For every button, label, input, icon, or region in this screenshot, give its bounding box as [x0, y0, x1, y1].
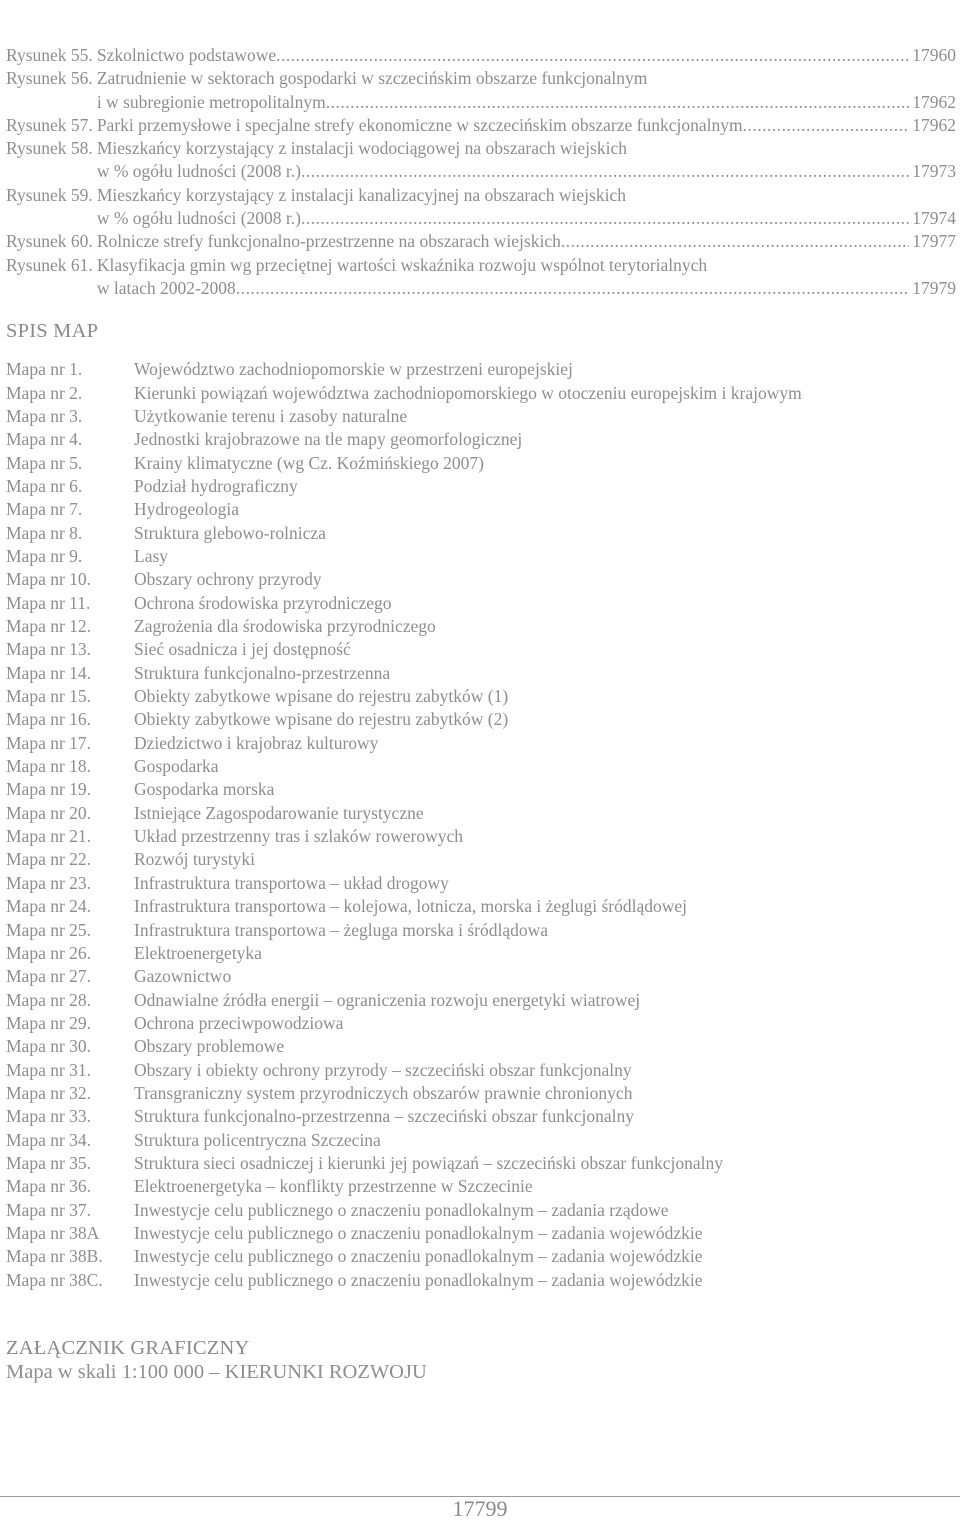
map-title: Województwo zachodniopomorskie w przestrzeni europejskiej: [134, 359, 573, 380]
map-title: Infrastruktura transportowa – żegluga morska i śródlądowa: [134, 919, 549, 940]
figure-body: [97, 44, 956, 67]
figure-line: [97, 91, 956, 114]
figure-entry-58: [6, 137, 956, 184]
map-title: Inwestycje celu publicznego o znaczeniu ponadlokalnym – zadania wojewódzkie: [134, 1246, 703, 1267]
map-label: Mapa nr 18.: [6, 756, 92, 777]
figure-label: Rysunek 59.: [6, 184, 93, 205]
map-label: Mapa nr 7.: [6, 499, 83, 520]
map-row: [6, 1082, 956, 1105]
figure-title: Klasyfikacja gmin wg przeciętnej wartości wskaźnika rozwoju wspólnot terytorialnych: [96, 254, 708, 275]
map-label: Mapa nr 24.: [6, 896, 92, 917]
map-row: [6, 989, 956, 1012]
figure-title: Zatrudnienie w sektorach gospodarki w szczecińskim obszarze funkcjonalnym: [96, 68, 648, 89]
map-label: Mapa nr 5.: [6, 452, 83, 473]
figure-line: [97, 137, 956, 160]
map-label: Mapa nr 8.: [6, 522, 83, 543]
dot-leader: [743, 114, 910, 137]
maps-heading: SPIS MAP: [6, 320, 99, 343]
map-title: Gospodarka: [134, 756, 219, 777]
map-row: [6, 545, 956, 568]
figure-line: [97, 160, 956, 183]
map-label: Mapa nr 25.: [6, 919, 92, 940]
map-label: Mapa nr 38C.: [6, 1269, 103, 1290]
map-label: Mapa nr 33.: [6, 1106, 92, 1127]
map-title: Obszary problemowe: [134, 1036, 285, 1057]
map-row: [6, 1059, 956, 1082]
map-label: Mapa nr 30.: [6, 1036, 92, 1057]
map-row: [6, 358, 956, 381]
map-row: [6, 382, 956, 405]
map-title: Obszary i obiekty ochrony przyrody – szczeciński obszar funkcjonalny: [134, 1059, 632, 1080]
figure-line: [97, 277, 956, 300]
map-row: [6, 1129, 956, 1152]
figure-entry-61: [6, 254, 956, 301]
map-title: Jednostki krajobrazowe na tle mapy geomorfologicznej: [134, 429, 523, 450]
figure-page-number: 17962: [912, 114, 956, 135]
page-number: 17799: [452, 1496, 508, 1521]
map-title: Inwestycje celu publicznego o znaczeniu ponadlokalnym – zadania wojewódzkie: [134, 1222, 703, 1243]
map-title: Podział hydrograficzny: [134, 475, 298, 496]
map-row: [6, 778, 956, 801]
map-title: Elektroenergetyka – konflikty przestrzenne w Szczecinie: [134, 1176, 533, 1197]
map-row: [6, 592, 956, 615]
map-label: Mapa nr 27.: [6, 966, 92, 987]
dot-leader: [301, 207, 909, 230]
map-row: [6, 452, 956, 475]
map-title: Struktura funkcjonalno-przestrzenna – szczeciński obszar funkcjonalny: [134, 1106, 635, 1127]
map-label: Mapa nr 23.: [6, 872, 92, 893]
map-row: [6, 615, 956, 638]
map-row: [6, 802, 956, 825]
figure-label: Rysunek 57.: [6, 114, 93, 135]
map-title: Obiekty zabytkowe wpisane do rejestru zabytków (1): [134, 686, 509, 707]
figure-line: [97, 114, 956, 137]
map-row: [6, 1035, 956, 1058]
map-label: Mapa nr 4.: [6, 429, 83, 450]
map-title: Odnawialne źródła energii – ograniczenia rozwoju energetyki wiatrowej: [134, 989, 641, 1010]
figure-line: [97, 230, 956, 253]
map-title: Lasy: [134, 546, 169, 567]
map-title: Struktura policentryczna Szczecina: [134, 1129, 381, 1150]
figure-label: Rysunek 61.: [6, 254, 93, 275]
map-label: Mapa nr 1.: [6, 359, 83, 380]
map-title: Dziedzictwo i krajobraz kulturowy: [134, 732, 379, 753]
map-row: [6, 732, 956, 755]
figure-label: Rysunek 56.: [6, 68, 93, 89]
map-label: Mapa nr 34.: [6, 1129, 92, 1150]
figure-body: [97, 114, 956, 137]
map-label: Mapa nr 38A: [6, 1222, 100, 1243]
map-row: [6, 405, 956, 428]
map-row: [6, 895, 956, 918]
map-row: [6, 942, 956, 965]
figure-label: Rysunek 58.: [6, 138, 93, 159]
attachment-heading: ZAŁĄCZNIK GRAFICZNY: [6, 1337, 250, 1360]
map-row: [6, 848, 956, 871]
map-row: [6, 685, 956, 708]
map-row: [6, 662, 956, 685]
map-title: Obiekty zabytkowe wpisane do rejestru zabytków (2): [134, 709, 509, 730]
figure-line: [97, 184, 956, 207]
map-row: [6, 1152, 956, 1175]
map-label: Mapa nr 19.: [6, 779, 92, 800]
map-title: Istniejące Zagospodarowanie turystyczne: [134, 802, 424, 823]
map-row: [6, 708, 956, 731]
map-row: [6, 638, 956, 661]
map-title: Gospodarka morska: [134, 779, 275, 800]
figure-title: Mieszkańcy korzystający z instalacji wodociągowej na obszarach wiejskich: [96, 138, 627, 159]
dot-leader: [326, 91, 910, 114]
map-row: [6, 1222, 956, 1245]
map-row: [6, 872, 956, 895]
map-label: Mapa nr 20.: [6, 802, 92, 823]
map-title: Użytkowanie terenu i zasoby naturalne: [134, 405, 408, 426]
map-label: Mapa nr 21.: [6, 826, 92, 847]
map-title: Krainy klimatyczne (wg Cz. Koźmińskiego 2007): [134, 452, 484, 473]
map-row: [6, 965, 956, 988]
map-title: Kierunki powiązań województwa zachodniopomorskiego w otoczeniu europejskim i krajowym: [134, 382, 802, 403]
map-title: Sieć osadnicza i jej dostępność: [134, 639, 351, 660]
map-title: Infrastruktura transportowa – kolejowa, lotnicza, morska i żeglugi śródlądowej: [134, 896, 688, 917]
figure-page-number: 17973: [912, 161, 956, 182]
figure-list: [6, 44, 956, 300]
map-row: [6, 755, 956, 778]
figure-title: Szkolnictwo podstawowe: [96, 45, 277, 65]
map-title: Transgraniczny system przyrodniczych obszarów prawnie chronionych: [134, 1082, 633, 1103]
figure-line: [97, 44, 956, 67]
map-title: Struktura glebowo-rolnicza: [134, 522, 326, 543]
map-label: Mapa nr 17.: [6, 732, 92, 753]
map-label: Mapa nr 29.: [6, 1012, 92, 1033]
map-row: [6, 1012, 956, 1035]
map-title: Gazownictwo: [134, 966, 232, 987]
figure-title: Mieszkańcy korzystający z instalacji kanalizacyjnej na obszarach wiejskich: [96, 184, 626, 205]
map-row: [6, 428, 956, 451]
map-row: [6, 1245, 956, 1268]
map-label: Mapa nr 13.: [6, 639, 92, 660]
map-title: Układ przestrzenny tras i szlaków rowerowych: [134, 826, 463, 847]
map-label: Mapa nr 6.: [6, 475, 83, 496]
dot-leader: [301, 160, 909, 183]
map-title: Zagrożenia dla środowiska przyrodniczego: [134, 616, 436, 637]
figure-title: Parki przemysłowe i specjalne strefy ekonomiczne w szczecińskim obszarze funkcjonalnym: [96, 114, 743, 135]
map-row: [6, 498, 956, 521]
map-label: Mapa nr 3.: [6, 405, 83, 426]
map-label: Mapa nr 28.: [6, 989, 92, 1010]
figure-page-number: 17960: [912, 45, 956, 65]
map-row: [6, 825, 956, 848]
map-title: Rozwój turystyki: [134, 849, 256, 870]
figure-page-number: 17979: [912, 277, 956, 298]
figure-body: [97, 254, 956, 301]
figure-entry-59: [6, 184, 956, 231]
map-label: Mapa nr 15.: [6, 686, 92, 707]
figure-entry-56: [6, 67, 956, 114]
map-title: Ochrona środowiska przyrodniczego: [134, 592, 392, 613]
map-label: Mapa nr 12.: [6, 616, 92, 637]
map-row: [6, 475, 956, 498]
dot-leader: [236, 277, 909, 300]
figure-page-number: 17962: [912, 91, 956, 112]
map-row: [6, 919, 956, 942]
figure-page-number: 17974: [912, 208, 956, 229]
map-title: Hydrogeologia: [134, 499, 239, 520]
figure-line: [97, 207, 956, 230]
figure-label: Rysunek 55.: [6, 45, 93, 65]
figure-body: [97, 184, 956, 231]
figure-entry-55: [6, 44, 956, 67]
map-title: Elektroenergetyka: [134, 942, 262, 963]
map-title: Inwestycje celu publicznego o znaczeniu ponadlokalnym – zadania wojewódzkie: [134, 1269, 703, 1290]
map-label: Mapa nr 31.: [6, 1059, 92, 1080]
map-label: Mapa nr 26.: [6, 942, 92, 963]
figure-line: [97, 254, 956, 277]
figure-body: [97, 67, 956, 114]
figure-body: [97, 137, 956, 184]
map-label: Mapa nr 14.: [6, 662, 92, 683]
map-list: [6, 358, 956, 1292]
figure-title-continued: i w subregionie metropolitalnym: [96, 91, 326, 112]
attachment-subtitle: Mapa w skali 1:100 000 – KIERUNKI ROZWOJU: [6, 1361, 427, 1384]
figure-title-continued: w % ogółu ludności (2008 r.): [96, 208, 301, 229]
map-title: Obszary ochrony przyrody: [134, 569, 322, 590]
map-label: Mapa nr 9.: [6, 546, 83, 567]
figure-line: [97, 67, 956, 90]
figure-body: [97, 230, 956, 253]
figure-entry-60: [6, 230, 956, 253]
figure-title: Rolnicze strefy funkcjonalno-przestrzenne na obszarach wiejskich: [96, 231, 561, 252]
map-label: Mapa nr 35.: [6, 1152, 92, 1173]
figure-title-continued: w latach 2002-2008: [96, 277, 236, 298]
figure-label: Rysunek 60.: [6, 231, 93, 252]
map-label: Mapa nr 11.: [6, 592, 91, 613]
map-label: Mapa nr 36.: [6, 1176, 92, 1197]
map-label: Mapa nr 22.: [6, 849, 92, 870]
map-title: Ochrona przeciwpowodziowa: [134, 1012, 344, 1033]
map-title: Struktura funkcjonalno-przestrzenna: [134, 662, 391, 683]
figure-page-number: 17977: [912, 231, 956, 252]
map-label: Mapa nr 32.: [6, 1082, 92, 1103]
map-label: Mapa nr 37.: [6, 1199, 92, 1220]
map-row: [6, 1199, 956, 1222]
map-label: Mapa nr 10.: [6, 569, 92, 590]
figure-entry-57: [6, 114, 956, 137]
document-page: [6, 44, 956, 1384]
map-row: [6, 522, 956, 545]
figure-title-continued: w % ogółu ludności (2008 r.): [96, 161, 301, 182]
map-row: [6, 1269, 956, 1292]
dot-leader: [561, 230, 909, 253]
map-row: [6, 1175, 956, 1198]
map-row: [6, 1105, 956, 1128]
map-title: Infrastruktura transportowa – układ drogowy: [134, 872, 449, 893]
map-title: Struktura sieci osadniczej i kierunki jej powiązań – szczeciński obszar funkcjonalny: [134, 1152, 723, 1173]
map-label: Mapa nr 2.: [6, 382, 83, 403]
dot-leader: [276, 44, 909, 67]
map-label: Mapa nr 16.: [6, 709, 92, 730]
map-row: [6, 568, 956, 591]
map-title: Inwestycje celu publicznego o znaczeniu ponadlokalnym – zadania rządowe: [134, 1199, 669, 1220]
map-label: Mapa nr 38B.: [6, 1246, 103, 1267]
